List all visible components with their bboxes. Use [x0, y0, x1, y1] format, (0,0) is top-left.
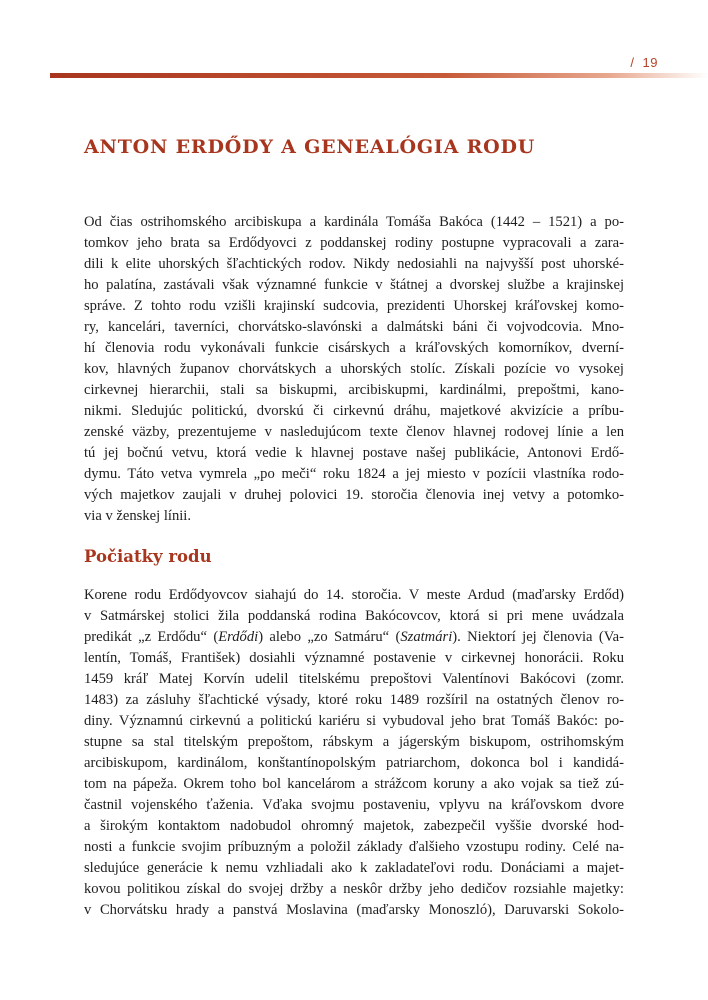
text-line: Korene rodu Erdődyovcov siahajú do 14. storočia. V meste Ardud (maďarsky Erdőd)	[84, 587, 624, 603]
intro-paragraph	[84, 212, 624, 527]
text-line: zenské väzby, prezentujeme v nasledujúcom texte členov hlavnej rodovej línie a len	[84, 424, 624, 440]
italic-term: Szatmári	[400, 629, 453, 645]
text-line: Od čias ostrihomského arcibiskupa a kardinála Tomáša Bakóca (1442 – 1521) a po-	[84, 214, 624, 230]
text-line: diny. Významnú cirkevnú a politickú kariéru si vybudoval jeho brat Tomáš Bakóc: po-	[84, 713, 624, 729]
text-line: via v ženskej línii.	[84, 508, 191, 524]
section-paragraph	[84, 585, 624, 921]
text-line: v Chorvátsku hrady a panstvá Moslavina (maďarsky Monoszló), Daruvarski Sokolo-	[84, 902, 624, 918]
page-number	[630, 55, 658, 70]
text-line: stupne sa stal titelským prepoštom, rábskym a jágerským biskupom, ostrihomským	[84, 734, 624, 750]
italic-term: Erdődi	[218, 629, 259, 645]
section-heading: Počiatky rodu	[84, 547, 212, 566]
text-line: správe. Z tohto rodu vzišli krajinskí sudcovia, prezidenti Uhorskej kráľovskej komo-	[84, 298, 624, 314]
text-line: ho palatína, zastávali však významné funkcie v štátnej a dvorskej službe a krajinskej	[84, 277, 624, 293]
text-line: cirkevnej hierarchii, stali sa biskupmi, arcibiskupmi, kardinálmi, prepoštmi, kano-	[84, 382, 624, 398]
text-line: 1459 kráľ Matej Korvín udelil titelskému prepoštovi Valentínovi Bakócovi (zomr.	[84, 671, 624, 687]
text-line: a širokým kontaktom nadobudol ohromný majetok, zabezpečil vyššie dvorské hod-	[84, 818, 624, 834]
text-line: lentín, Tomáš, František) dosiahli významné postavenie v cirkevnej honorácii. Roku	[84, 650, 624, 666]
page-number-slash: /	[630, 55, 635, 70]
text-line: nikmi. Sledujúc politickú, dvorskú či cirkevnú dráhu, majetkové akvizície a príbu-	[84, 403, 624, 419]
chapter-title: ANTON ERDŐDY A GENEALÓGIA RODU	[84, 136, 536, 158]
text-line: predikát „z Erdődu“ (Erdődi) alebo „zo Satmáru“ (Szatmári). Niektorí jej členovia (Va-	[84, 629, 625, 645]
page-number-value: 19	[642, 55, 658, 70]
header-rule	[50, 73, 708, 78]
text-line: vých majetkov zaujali v druhej polovici 19. storočia členovia inej vetvy a potomko-	[84, 487, 624, 503]
text-line: kovou politikou získal do svojej držby a neskôr držby jeho dedičov rozsiahle majetky:	[84, 881, 624, 897]
text-line: nosti a funkcie svojim príbuzným a položil základy ďalšieho vzostupu rodiny. Celé na-	[84, 839, 624, 855]
text-line: dili k elite uhorských šľachtických rodov. Nikdy nedosiahli na najvyšší post uhorské-	[84, 256, 624, 272]
text-line: tú jej bočnú vetvu, ktorá vedie k hlavnej postave našej publikácie, Antonovi Erdő-	[84, 445, 624, 461]
text-line: dymu. Táto vetva vymrela „po meči“ roku 1824 a jej miesto v pozícii vlastníka rodo-	[84, 466, 624, 482]
text-line: tom na pápeža. Okrem toho bol kancelárom a strážcom koruny a ako vojak sa tiež zú-	[84, 776, 624, 792]
text-line: hí členovia rodu vykonávali funkcie cisárskych a kráľovských komorníkov, dverní-	[84, 340, 624, 356]
text-line: tomkov jeho brata sa Erdődyovci z poddanskej rodiny postupne vypracovali a zara-	[84, 235, 624, 251]
text-line: 1483) za zásluhy šľachtické výsady, ktoré roku 1489 rozšíril na ostatných členov ro-	[84, 692, 624, 708]
text-line: kov, hlavných županov chorvátskych a uhorských stolíc. Získali pozície vo vysokej	[84, 361, 624, 377]
text-line: častnil vojenského ťaženia. Vďaka svojmu postaveniu, vplyvu na kráľovskom dvore	[84, 797, 624, 813]
text-line: sledujúce generácie k nemu vzhliadali ako k zakladateľovi rodu. Donáciami a majet-	[84, 860, 624, 876]
text-line: ry, kancelári, taverníci, chorvátsko-slavónski a dalmátski báni či vojvodcovia. Mno-	[84, 319, 624, 335]
text-line: v Satmárskej stolici žila poddanská rodina Bakócovcov, ktorá si pri mene uvádzala	[84, 608, 624, 624]
text-line: arcibiskupom, kardinálom, konštantínopolským patriarchom, dokonca bol i kandidá-	[84, 755, 624, 771]
